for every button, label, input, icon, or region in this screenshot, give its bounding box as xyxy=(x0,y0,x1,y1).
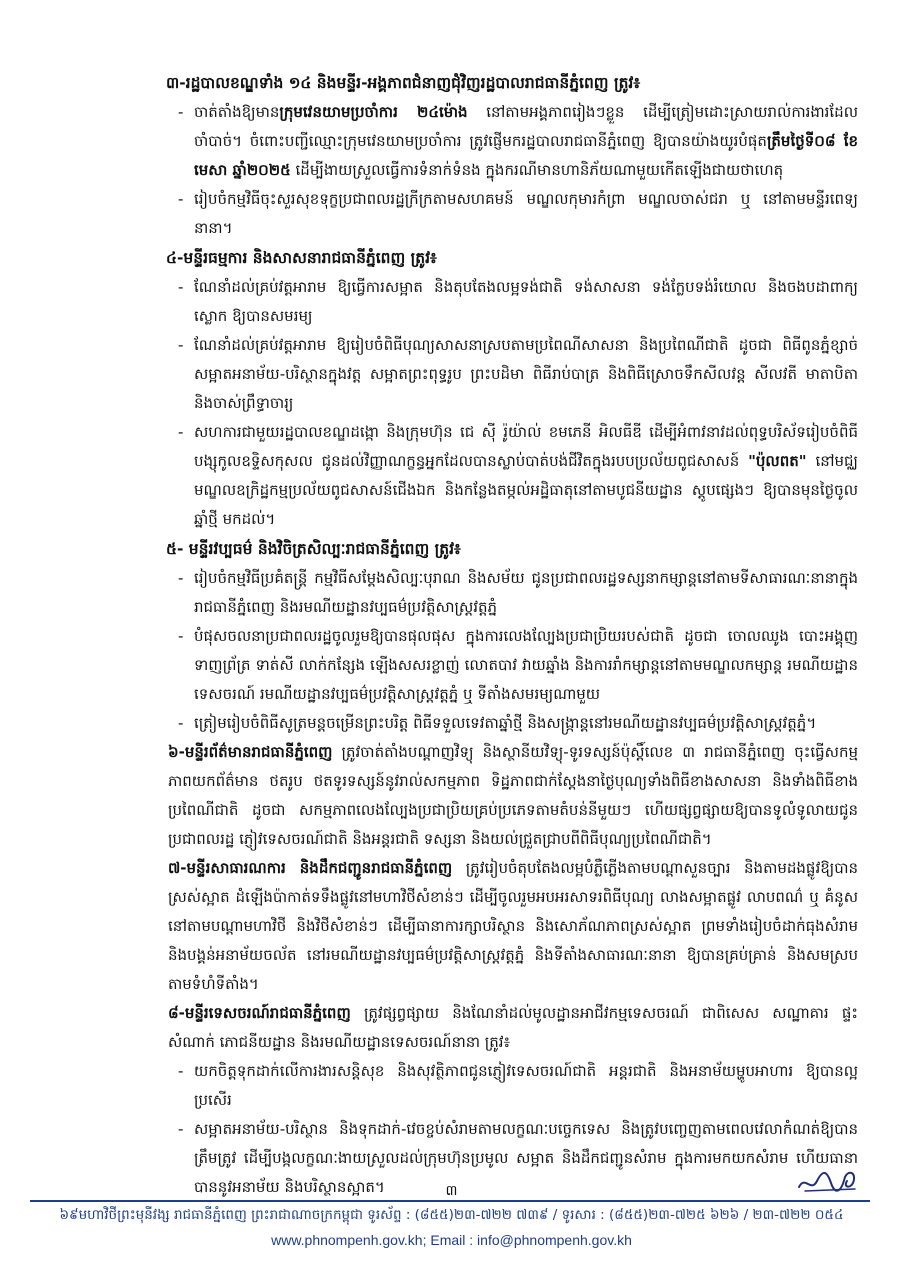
section-4-bullet-2: - ណែនាំដល់គ្រប់វត្តអារាម ឱ្យរៀបចំពិធីបុណ្យសាសនាស្របតាមប្រពៃណីសាសនា និងប្រពៃណីជាតិ ដូចជា ពិធីពូនភ្នំខ្សាច់ សម្អាតអនាម័យ-បរិស្ថានក្នុងវត្ត សម្អាតព្រះពុទ្ធរូប ព្រះបដិមា ពិធីរាប់បាត្រ និងពិធីស្រោចទឹកសីលវន្ត សីលវតី មាតាបិតា និងចាស់ព្រឹទ្ធាចារ្យ xyxy=(168,331,858,418)
bullet-dash: - xyxy=(178,627,184,645)
document-body xyxy=(168,68,858,1202)
bullet-dash: - xyxy=(178,278,184,296)
section-6-heading: ៦-មន្ទីរព័ត៌មានរាជធានីភ្នំពេញ xyxy=(168,743,333,761)
section-5-bullet-1: - រៀបចំកម្មវិធីប្រគំតន្ត្រី កម្មវិធីសម្តែងសិល្បៈបុរាណ និងសម័យ ជូនប្រជាពលរដ្ឋទស្សនាកម្សាន្តនៅតាមទីសាធារណៈនានាក្នុងរាជធានីភ្នំពេញ និងរមណីយដ្ឋានវប្បធម៌ប្រវត្តិសាស្ត្រវត្តភ្នំ xyxy=(168,564,858,622)
section-4-bullet-3: - សហការជាមួយរដ្ឋបាលខណ្ឌដង្កោ និងក្រុមហ៊ុន ជេ ស៊ី រ៉ូយ៉ាល់ ខមភេនី អិលធីឌី ដើម្បីអំពាវនាវដល់ពុទ្ធបរិស័ទរៀបចំពិធីបង្សុកូលឧទ្ទិសកុសល ជូនដល់វិញ្ញាណក្ខន្ធអ្នកដែលបានស្លាប់បាត់បង់ជីវិតក្នុងរបបប្រល័យពូជសាសន៍ "ប៉ុលពត" នៅមជ្ឈមណ្ឌលឧក្រិដ្ឋកម្មប្រល័យពូជសាសន៍ជើងឯក និងកន្លែងតម្កល់អដ្ឋិធាតុនៅតាមបូជនីយដ្ឋាន ស្តូបផ្សេងៗ ឱ្យបានមុនថ្ងៃចូលឆ្នាំថ្មី មកដល់។ xyxy=(168,418,858,534)
footer-web-email: www.phnompenh.gov.kh; Email : info@phnompenh.gov.kh xyxy=(271,1232,632,1248)
section-8-heading: ៨-មន្ទីរទេសចរណ៍រាជធានីភ្នំពេញ xyxy=(168,1004,351,1022)
section-4-bullet-1: - ណែនាំដល់គ្រប់វត្តអារាម ឱ្យធ្វើការសម្អាត និងតុបតែងលម្អទង់ជាតិ ទង់សាសនា ទង់ក្លែបទង់រំយោល និងចងបដាពាក្យស្លោក ឱ្យបានសមរម្យ xyxy=(168,273,858,331)
bullet-dash: - xyxy=(178,190,184,208)
section-3-bullet-1: - ចាត់តាំងឱ្យមានក្រុមវេនយាមប្រចាំការ ២៤ម៉ោង នៅតាមអង្គភាពរៀងៗខ្លួន ដើម្បីត្រៀមដោះស្រាយរាល់ការងារដែលចាំបាច់។ ចំពោះបញ្ជីឈ្មោះក្រុមវេនយាមប្រចាំការ ត្រូវផ្ញើមករដ្ឋបាលរាជធានីភ្នំពេញ ឱ្យបានយ៉ាងយូរបំផុតត្រឹមថ្ងៃទី០៨ ខែមេសា ឆ្នាំ២០២៥ ដើម្បីងាយស្រួលធ្វើការទំនាក់ទំនង ក្នុងករណីមានហានិភ័យណាមួយកើតឡើងជាយថាហេតុ xyxy=(168,98,858,185)
section-8-bullet-2: - សម្អាតអនាម័យ-បរិស្ថាន និងទុកដាក់-វេចខ្ចប់សំរាមតាមលក្ខណៈបច្ចេកទេស និងត្រូវបញ្ចេញតាមពេលវេលាកំណត់ឱ្យបានត្រឹមត្រូវ ដើម្បីបង្កលក្ខណៈងាយស្រួលដល់ក្រុមហ៊ុនប្រមូល សម្អាត និងដឹកជញ្ជូនសំរាម ក្នុងការមកយកសំរាម ហើយធានាបាននូវអនាម័យ និងបរិស្ថានស្អាត។ xyxy=(168,1115,858,1202)
bullet-dash: - xyxy=(178,1062,184,1080)
section-7-heading: ៧-មន្ទីរសាធារណការ និងដឹកជញ្ជូនរាជធានីភ្នំពេញ xyxy=(168,859,453,877)
initials-signature xyxy=(795,1163,865,1199)
patrol-team-emphasis: ក្រុមវេនយាមប្រចាំការ ២៤ម៉ោង xyxy=(279,103,468,121)
section-6-paragraph: ៦-មន្ទីរព័ត៌មានរាជធានីភ្នំពេញ ត្រូវចាត់តាំងបណ្តាញវិទ្យុ និងស្ថានីយវិទ្យុ-ទូរទស្សន៍ប៉ុស្តិ៍លេខ ៣ រាជធានីភ្នំពេញ ចុះធ្វើសកម្មភាពយកព័ត៌មាន ថតរូប ថតទូរទស្សន៍នូវរាល់សកម្មភាព ទិដ្ឋភាពជាក់ស្តែងនាថ្ងៃបុណ្យទាំងពិធីខាងសាសនា និងទាំងពិធីខាងប្រពៃណីជាតិ ដូចជា សកម្មភាពលេងល្បែងប្រជាប្រិយគ្រប់ប្រភេទតាមតំបន់នីមួយៗ ហើយផ្សព្វផ្សាយឱ្យបានទូលំទូលាយជូនប្រជាពលរដ្ឋ ភ្ញៀវទេសចរណ៍ជាតិ និងអន្តរជាតិ ទស្សនា និងយល់ជ្រួតជ្រាបពីពិធីបុណ្យប្រពៃណីជាតិ។ xyxy=(168,743,858,848)
section-7-paragraph: ៧-មន្ទីរសាធារណការ និងដឹកជញ្ជូនរាជធានីភ្នំពេញ ត្រូវរៀបចំតុបតែងលម្អបំភ្លឺភ្លើងតាមបណ្តាសួនច្បារ និងតាមដងផ្លូវឱ្យបានស្រស់ស្អាត ដំឡើងប៉ាកាត់ទទឹងផ្លូវនៅមហាវិថីសំខាន់ៗ ដើម្បីចូលរួមអបអរសាទរពិធីបុណ្យ លាងសម្អាតផ្លូវ លាបពណ៌ ឬ គំនូសនៅតាមបណ្តាមហាវិថី និងវិថីសំខាន់ៗ ដើម្បីធានាការក្សាបរិស្ថាន និងសោភ័ណភាពស្រស់ស្អាត ព្រមទាំងរៀបចំដាក់ធុងសំរាម និងបង្គន់អនាម័យចល័ត នៅរមណីយដ្ឋានវប្បធម៌ប្រវត្តិសាស្ត្រវត្តភ្នំ និងទីតាំងសាធារណៈនានា ឱ្យបានគ្រប់គ្រាន់ និងសមស្របតាមទំហំទីតាំង។ xyxy=(168,859,858,993)
bullet-dash: - xyxy=(178,336,184,354)
bullet-dash: - xyxy=(178,103,184,121)
section-8-bullet-1: - យកចិត្តទុកដាក់លើការងារសន្តិសុខ និងសុវត្ថិភាពជូនភ្ញៀវទេសចរណ៍ជាតិ អន្តរជាតិ និងអនាម័យម្ហូបអាហារ ឱ្យបានល្អប្រសើរ xyxy=(168,1057,858,1115)
section-5-bullet-3: - ត្រៀមរៀបចំពិធីសូត្រមន្តចម្រើនព្រះបរិត្ត ពិធីទទួលទេវតាឆ្នាំថ្មី និងសង្ក្រាន្តនៅរមណីយដ្ឋានវប្បធម៌ប្រវត្តិសាស្ត្រវត្តភ្នំ។ xyxy=(168,709,858,738)
page-number: ៣ xyxy=(445,1183,458,1199)
section-3-bullet-2: - រៀបចំកម្មវិធីចុះសួរសុខទុក្ខប្រជាពលរដ្ឋក្រីក្រតាមសហគមន៍ មណ្ឌលកុមារកំព្រា មណ្ឌលចាស់ជរា ឬ នៅតាមមន្ទីរពេទ្យនានា។ xyxy=(168,185,858,243)
footer-divider xyxy=(30,1200,870,1202)
bullet-dash: - xyxy=(178,714,184,732)
regime-name-emphasis: "ប៉ុលពត" xyxy=(748,452,807,470)
bullet-dash: - xyxy=(178,569,184,587)
deadline-emphasis: ត្រឹមថ្ងៃទី០៨ ខែមេសា ឆ្នាំ២០២៥ xyxy=(194,132,859,179)
section-8-paragraph: ៨-មន្ទីរទេសចរណ៍រាជធានីភ្នំពេញ ត្រូវផ្សព្វផ្សាយ និងណែនាំដល់មូលដ្ឋានអាជីវកម្មទេសចរណ៍ ជាពិសេស សណ្ឋាគារ ផ្ទះសំណាក់ ភោជនីយដ្ឋាន និងរមណីយដ្ឋានទេសចរណ៍នានា ត្រូវ៖ xyxy=(168,1004,858,1051)
section-5-heading: ៥- មន្ទីរវប្បធម៌ និងវិចិត្រសិល្បៈរាជធានីភ្នំពេញ ត្រូវ៖ xyxy=(166,540,461,558)
bullet-dash: - xyxy=(178,423,184,441)
bullet-dash: - xyxy=(178,1120,184,1138)
section-4-heading: ៤-មន្ទីរធម្មការ និងសាសនារាជធានីភ្នំពេញ ត្រូវ៖ xyxy=(166,249,437,267)
section-3-heading: ៣-រដ្ឋបាលខណ្ឌទាំង ១៤ និងមន្ទីរ-អង្គភាពជំនាញជុំវិញរដ្ឋបាលរាជធានីភ្នំពេញ ត្រូវ៖ xyxy=(166,74,641,92)
footer-address: ៦៩មហាវិថីព្រះមុនីវង្ស រាជធានីភ្នំពេញ ព្រះរាជាណាចក្រកម្ពុជា ទូរស័ព្ទ : (៨៥៥)២៣-៧២២ ៧៣៩ / ទូរសារ : (៨៥៥)២៣-៧២៥ ៦២៦ / ២៣-៧២២ ០៥៤ xyxy=(59,1207,844,1223)
section-5-bullet-2: - បំផុសចលនាប្រជាពលរដ្ឋចូលរួមឱ្យបានផុលផុស ក្នុងការលេងល្បែងប្រជាប្រិយរបស់ជាតិ ដូចជា ចោលឈូង បោះអង្គុញ ទាញព្រ័ត្រ ទាត់សី លាក់កន្សែង ឡើងសសរខ្លាញ់ លោតបាវ វាយឆ្នាំង និងការរាំកម្សាន្តនៅតាមមណ្ឌលកម្សាន្ត រមណីយដ្ឋានទេសចរណ៍ រមណីយដ្ឋានវប្បធម៌ប្រវត្តិសាស្ត្រវត្តភ្នំ ឬ ទីតាំងសមរម្យណាមួយ xyxy=(168,622,858,709)
